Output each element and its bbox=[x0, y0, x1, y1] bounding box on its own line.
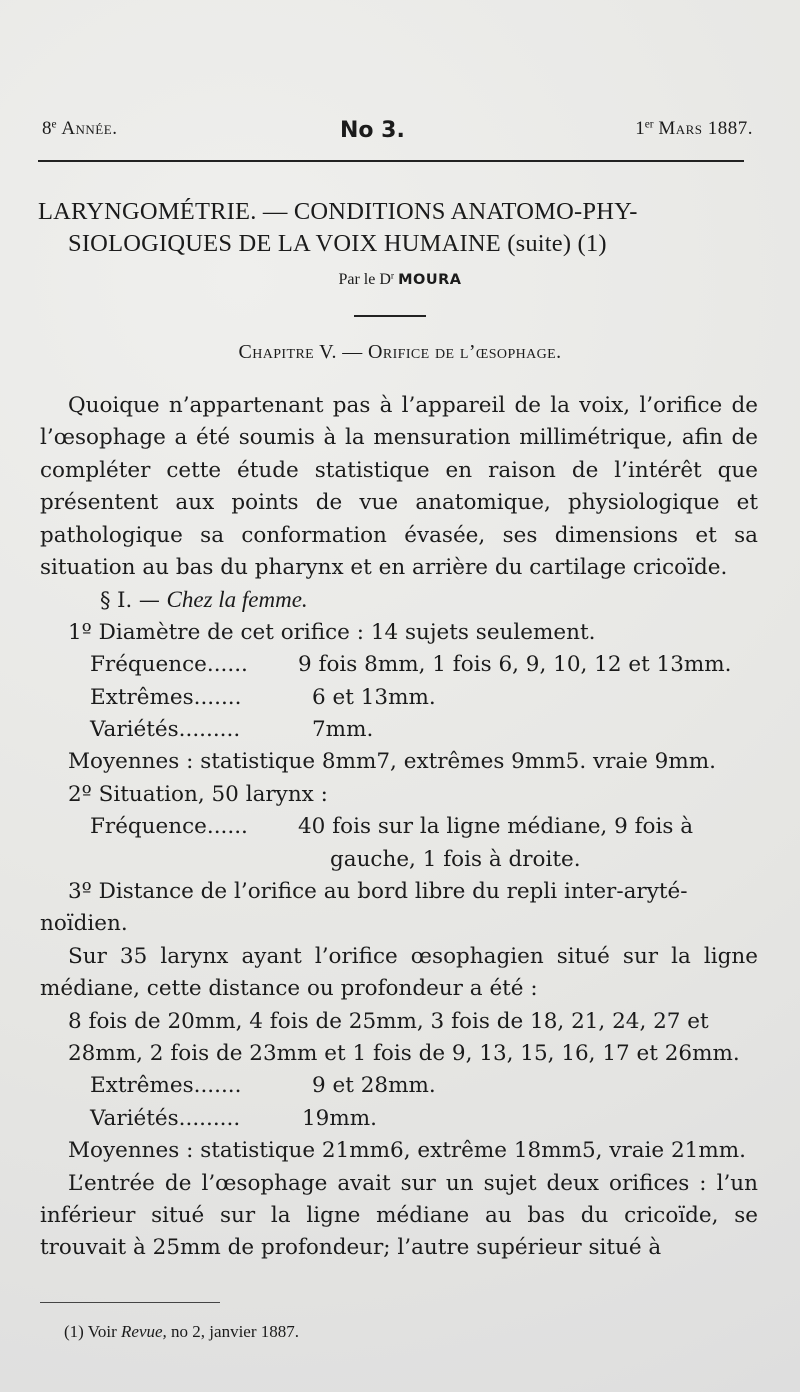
footnote: (1) Voir Revue, no 2, janvier 1887. bbox=[64, 1322, 299, 1341]
item-2-frequence-row: Fréquence...... 40 fois sur la ligne médiane, 9 fois à bbox=[90, 814, 694, 840]
issue-number: No 3. bbox=[340, 118, 405, 143]
item-3-moyennes: Moyennes : statistique 21mm6, extrême 18mm5, vraie 21mm. bbox=[68, 1138, 746, 1164]
title-line-1: LARYNGOMÉTRIE. — CONDITIONS ANATOMO-PHY- bbox=[38, 198, 638, 225]
title-separator bbox=[354, 315, 426, 317]
byline: Par le $D^r$ MOURA bbox=[338, 270, 462, 288]
item-2-heading: 2º Situation, 50 larynx : bbox=[68, 781, 328, 807]
footnote-rule bbox=[40, 1302, 220, 1303]
item-1-moyennes: Moyennes : statistique 8mm7, extrêmes 9mm5. vraie 9mm. bbox=[68, 749, 716, 775]
item-1-varietes-row: Variétés......... 7mm. bbox=[90, 717, 374, 743]
section-heading: § I. — Chez la femme. bbox=[100, 587, 308, 613]
item-3-paragraph: Sur 35 larynx ayant l’orifice œsophagien situé sur la ligne médiane, cette distance ou profondeur a été : bbox=[40, 943, 758, 1002]
header-rule bbox=[38, 160, 744, 162]
item-3-counts-line-1: 8 fois de 20mm, 4 fois de 25mm, 3 fois de 18, 21, 24, 27 et bbox=[68, 1008, 709, 1034]
item-3-final-paragraph: L’entrée de l’œsophage avait sur un sujet deux orifices : l’un inférieur situé sur la ligne médiane au bas du cricoïde, se trouvait à 25mm de profondeur; l’autre supérieur situé à bbox=[40, 1170, 758, 1261]
item-3-heading: 3º Distance de l’orifice au bord libre du repli inter-aryté- bbox=[68, 879, 688, 905]
item-3-extremes-row: Extrêmes....... 9 et 28mm. bbox=[90, 1073, 436, 1099]
title-line-2: SIOLOGIQUES DE LA VOIX HUMAINE (suite) (1) bbox=[68, 230, 607, 257]
chapter-heading: Chapitre V. — Orifice de l’œsophage. bbox=[238, 341, 562, 363]
item-2-frequence-continuation: gauche, 1 fois à droite. bbox=[330, 846, 581, 872]
item-3-varietes-row: Variétés......... 19mm. bbox=[90, 1105, 377, 1131]
intro-paragraph: Quoique n’appartenant pas à l’appareil de la voix, l’orifice de l’œsophage a été soumis à la mensuration millimétrique, afin de compléter cette étude statistique en raison de l’intérêt que présentent aux points de vue anatomique, physiologique et pathologique sa conformation évasée, ses dimensions et sa situation au bas du pharynx et en arrière du cartilage cricoïde. bbox=[40, 393, 758, 581]
item-3-counts-line-2: 28mm, 2 fois de 23mm et 1 fois de 9, 13, 15, 16, 17 et 26mm. bbox=[68, 1041, 740, 1067]
item-1-extremes-row: Extrêmes....... 6 et 13mm. bbox=[90, 684, 436, 710]
issue-date: 1er Mars 1887. bbox=[635, 118, 753, 139]
item-1-frequence-row: Fréquence...... 9 fois 8mm, 1 fois 6, 9, 10, 12 et 13mm. bbox=[90, 652, 732, 678]
article-body bbox=[40, 390, 758, 1265]
item-3-heading-continuation: noïdien. bbox=[40, 911, 128, 937]
item-1-heading: 1º Diamètre de cet orifice : 14 sujets seulement. bbox=[68, 619, 596, 645]
year-label: 8e Année. bbox=[42, 118, 118, 139]
author-name: MOURA bbox=[398, 272, 462, 288]
article-title bbox=[38, 196, 758, 260]
